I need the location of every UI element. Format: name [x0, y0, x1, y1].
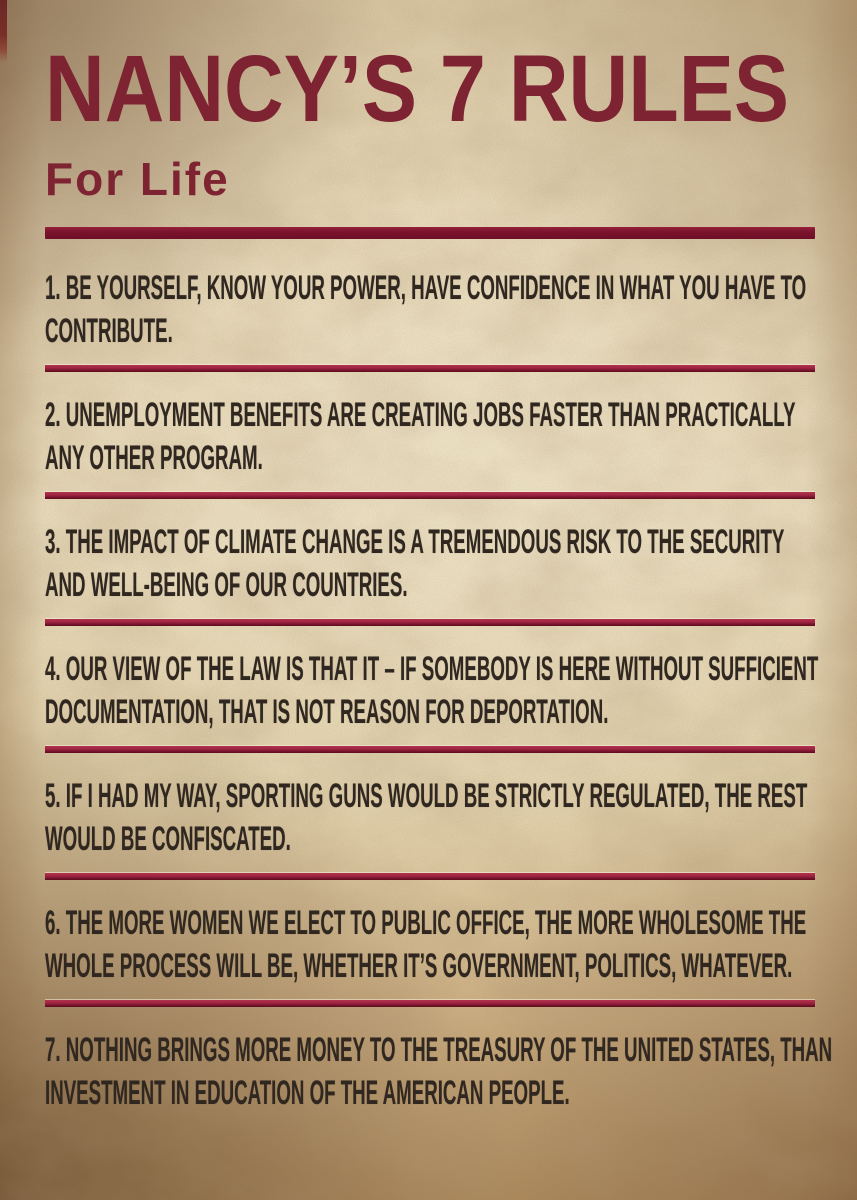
poster-title [45, 36, 815, 142]
rule-text-line [45, 1072, 815, 1115]
rule-divider [45, 492, 815, 499]
rule-item [45, 267, 815, 353]
header-divider [45, 227, 815, 239]
rule-text: WOULD BE CONFISCATED. [45, 820, 291, 858]
rule-text: 6. THE MORE WOMEN WE ELECT TO PUBLIC OFFICE, THE MORE WHOLESOME THE [45, 904, 807, 942]
poster-subtitle [45, 153, 815, 205]
rule-text-line [45, 564, 815, 607]
rule-text: 7. NOTHING BRINGS MORE MONEY TO THE TREASURY OF THE UNITED STATES, THAN [45, 1031, 833, 1069]
rule-item [45, 648, 819, 734]
poster-title-text: NANCY’S 7 RULES [45, 36, 789, 142]
rule-item [45, 902, 815, 988]
rule-text: AND WELL-BEING OF OUR COUNTRIES. [45, 566, 408, 604]
rule-text: DOCUMENTATION, THAT IS NOT REASON FOR DEPORTATION. [45, 693, 609, 731]
rule-text: 2. UNEMPLOYMENT BENEFITS ARE CREATING JOBS FASTER THAN PRACTICALLY [45, 396, 796, 434]
rule-text-line [45, 437, 815, 480]
rule-divider [45, 873, 815, 880]
rule-text-line [45, 945, 815, 988]
rule-text-line [45, 1029, 833, 1072]
poster-content [0, 36, 857, 1115]
rule-divider [45, 746, 815, 753]
rule-text-line [45, 521, 815, 564]
rule-text-line [45, 902, 815, 945]
rule-text-line [45, 648, 819, 691]
rule-item [45, 775, 815, 861]
rule-text-line [45, 267, 815, 310]
rule-text: 5. IF I HAD MY WAY, SPORTING GUNS WOULD BE STRICTLY REGULATED, THE REST [45, 777, 808, 815]
rule-divider [45, 365, 815, 372]
rule-item [45, 394, 815, 480]
rule-text: 1. BE YOURSELF, KNOW YOUR POWER, HAVE CONFIDENCE IN WHAT YOU HAVE TO [45, 269, 807, 307]
poster-subtitle-text: For Life [45, 153, 230, 205]
rule-text: 3. THE IMPACT OF CLIMATE CHANGE IS A TREMENDOUS RISK TO THE SECURITY [45, 523, 785, 561]
rule-text-line [45, 775, 815, 818]
rules-list [45, 267, 833, 1115]
rule-text-line [45, 310, 815, 353]
rule-text: ANY OTHER PROGRAM. [45, 439, 263, 477]
rule-text-line [45, 818, 815, 861]
rule-text: 4. OUR VIEW OF THE LAW IS THAT IT – IF SOMEBODY IS HERE WITHOUT SUFFICIENT [45, 650, 819, 688]
rule-text-line [45, 691, 815, 734]
rule-text-line [45, 394, 815, 437]
rule-divider [45, 619, 815, 626]
rule-text: WHOLE PROCESS WILL BE, WHETHER IT’S GOVERNMENT, POLITICS, WHATEVER. [45, 947, 793, 985]
rule-text: INVESTMENT IN EDUCATION OF THE AMERICAN PEOPLE. [45, 1074, 570, 1112]
rule-item [45, 1029, 833, 1115]
rule-divider [45, 1000, 815, 1007]
rule-item [45, 521, 815, 607]
rule-text: CONTRIBUTE. [45, 312, 173, 350]
